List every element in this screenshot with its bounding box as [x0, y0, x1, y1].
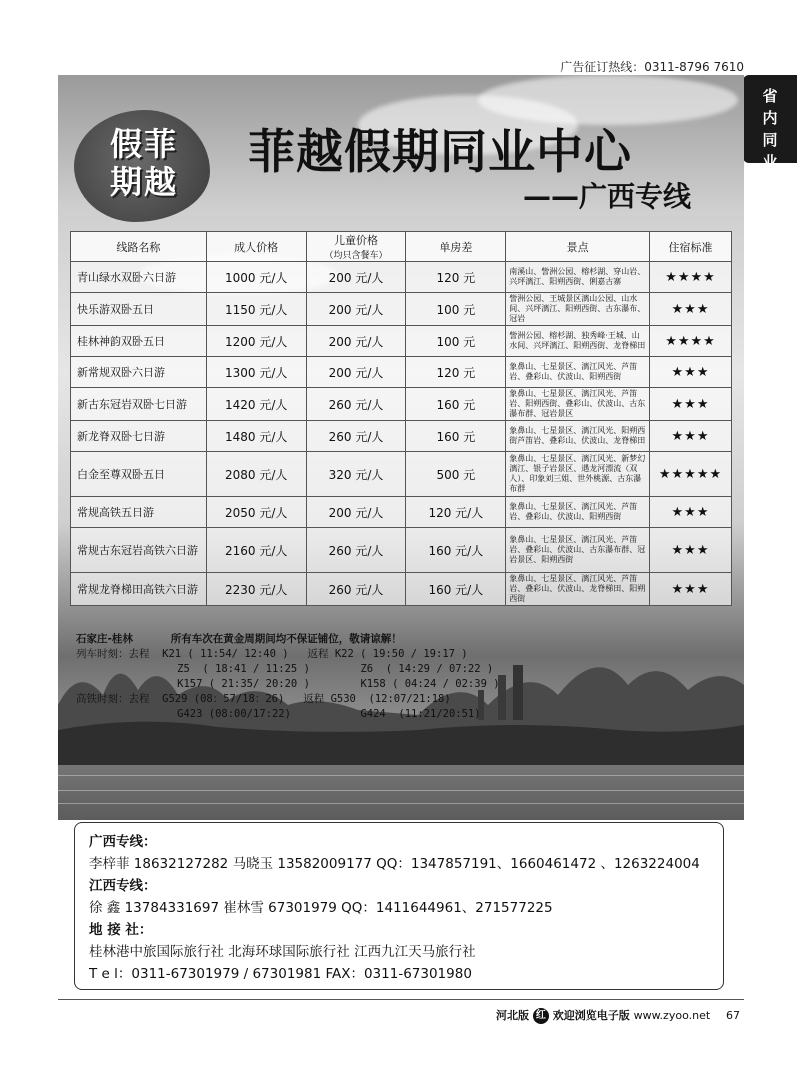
- child-price: 200 元/人: [306, 326, 406, 357]
- adult-price: 2050 元/人: [206, 497, 306, 528]
- scenic-spots: 象鼻山、七星景区、漓江风光、芦笛岩、叠彩山、伏波山、阳朔西街: [506, 357, 650, 388]
- route-name: 常规高铁五日游: [71, 497, 207, 528]
- schedule-line: K157 ( 21:35/ 20:20 ) K158 ( 04:24 / 02:39 ): [76, 678, 500, 690]
- schedule-line: 列车时刻：去程 K21 ( 11:54/ 12:40 ) 返程 K22 ( 19:50 / 19:17 ): [76, 648, 468, 660]
- table-row: [71, 388, 732, 421]
- single-supplement: 100 元: [406, 326, 506, 357]
- route-name: 新龙脊双卧七日游: [71, 421, 207, 452]
- scenic-spots: 象鼻山、七星景区、漓江风光、阳朔西街芦笛岩、叠彩山、伏波山、龙脊梯田: [506, 421, 650, 452]
- route-name: 青山绿水双卧六日游: [71, 262, 207, 293]
- scenic-spots: 象鼻山、七星景区、漓江风光、芦笛岩、叠彩山、伏波山、古东瀑布群、冠岩景区、阳朔西街: [506, 528, 650, 573]
- hero-panel: [58, 75, 744, 820]
- route-table: [70, 231, 732, 606]
- single-supplement: 160 元/人: [406, 528, 506, 573]
- page-subtitle: ——广西专线: [523, 180, 692, 213]
- single-supplement: 160 元/人: [406, 573, 506, 606]
- scenic-spots: 南溪山、訾洲公园、榕杉湖、穿山岩、兴坪漓江、阳朔西街、俐嘉古寨: [506, 262, 650, 293]
- hotel-stars: ★★★: [650, 357, 732, 388]
- scenic-spots: 象鼻山、七星景区、漓江风光、芦笛岩、叠彩山、伏波山、阳朔西街: [506, 497, 650, 528]
- agency-list: 桂林港中旅国际旅行社 北海环球国际旅行社 江西九江天马旅行社: [89, 944, 476, 960]
- adult-price: 1420 元/人: [206, 388, 306, 421]
- child-price: 260 元/人: [306, 573, 406, 606]
- hotel-stars: ★★★: [650, 497, 732, 528]
- single-supplement: 500 元: [406, 452, 506, 497]
- logo-text: 假菲 期越: [109, 125, 178, 201]
- single-supplement: 120 元: [406, 357, 506, 388]
- gx-label: 广西专线：: [89, 834, 157, 850]
- section-tab: [743, 75, 797, 171]
- section-tab-char: 同: [762, 131, 778, 149]
- single-supplement: 160 元: [406, 421, 506, 452]
- section-tab-char: 省: [762, 87, 778, 105]
- contact-box: [74, 822, 724, 990]
- child-price: 260 元/人: [306, 388, 406, 421]
- child-price: 260 元/人: [306, 421, 406, 452]
- single-supplement: 120 元/人: [406, 497, 506, 528]
- schedule-line: G423 (08:00/17:22) G424 (11:21/20:51): [76, 708, 481, 720]
- edition-label: 河北版: [496, 1009, 530, 1022]
- scenic-spots: 象鼻山、七星景区、漓江风光、新梦幻漓江、银子岩景区、遇龙河漂流（双人）、印象刘三姐、世外桃源、古东瀑布群: [506, 452, 650, 497]
- route-name: 快乐游双卧五日: [71, 293, 207, 326]
- adult-price: 2160 元/人: [206, 528, 306, 573]
- route-name: 桂林神韵双卧五日: [71, 326, 207, 357]
- col-single: 单房差: [406, 232, 506, 262]
- table-row: [71, 528, 732, 573]
- gx-contacts: 李梓菲 18632127282 马晓玉 13582009177 QQ：1347857191、1660461472 、1263224004: [89, 856, 700, 872]
- hotel-stars: ★★★: [650, 293, 732, 326]
- footer: [496, 1007, 740, 1024]
- child-price: 200 元/人: [306, 262, 406, 293]
- table-row: [71, 357, 732, 388]
- hotel-stars: ★★★: [650, 573, 732, 606]
- ad-hotline: 广告征订热线：0311-8796 7610: [560, 60, 744, 74]
- col-stars: 住宿标准: [650, 232, 732, 262]
- hotel-stars: ★★★★★: [650, 452, 732, 497]
- schedule-line: 高铁时刻：去程 G529 (08：57/18：26) 返程 G530 (12:07/21:18): [76, 693, 451, 705]
- table-row: [71, 262, 732, 293]
- adult-price: 1150 元/人: [206, 293, 306, 326]
- hotel-stars: ★★★: [650, 528, 732, 573]
- welcome-text: 欢迎浏览电子版: [552, 1009, 630, 1022]
- adult-price: 1300 元/人: [206, 357, 306, 388]
- table-header-row: [71, 232, 732, 262]
- single-supplement: 160 元: [406, 388, 506, 421]
- table-row: [71, 421, 732, 452]
- scenic-spots: 象鼻山、七星景区、漓江风光、芦笛岩、阳朔西街、叠彩山、伏波山、古东瀑布群、冠岩景区: [506, 388, 650, 421]
- single-supplement: 100 元: [406, 293, 506, 326]
- col-adult: 成人价格: [206, 232, 306, 262]
- adult-price: 2230 元/人: [206, 573, 306, 606]
- scenic-spots: 訾洲公园、王城景区漓山公园、山水间、兴坪漓江、阳朔西街、古东瀑布、冠岩: [506, 293, 650, 326]
- route-name: 白金至尊双卧五日: [71, 452, 207, 497]
- col-scenic: 景点: [506, 232, 650, 262]
- child-price: 320 元/人: [306, 452, 406, 497]
- route-name: 新古东冠岩双卧七日游: [71, 388, 207, 421]
- table-row: [71, 497, 732, 528]
- table-row: [71, 293, 732, 326]
- route-name: 常规古东冠岩高铁六日游: [71, 528, 207, 573]
- page-number: 67: [726, 1009, 740, 1022]
- jx-label: 江西专线：: [89, 878, 157, 894]
- route-name: 新常规双卧六日游: [71, 357, 207, 388]
- child-price: 200 元/人: [306, 497, 406, 528]
- schedule-line: Z5 ( 18:41 / 11:25 ) Z6 ( 14:29 / 07:22 ): [76, 663, 494, 675]
- hotel-stars: ★★★: [650, 388, 732, 421]
- table-row: [71, 452, 732, 497]
- site-link[interactable]: www.zyoo.net: [633, 1009, 711, 1022]
- col-route: 线路名称: [71, 232, 207, 262]
- child-price: 200 元/人: [306, 357, 406, 388]
- schedule-header: 石家庄-桂林 所有车次在黄金周期间均不保证铺位，敬请谅解！: [76, 633, 402, 645]
- footer-divider: [58, 999, 744, 1000]
- section-tab-char: 内: [762, 109, 778, 127]
- scenic-spots: 訾洲公园、榕杉湖、独秀峰·王城、山水间、兴坪漓江、阳朔西街、龙脊梯田: [506, 326, 650, 357]
- adult-price: 2080 元/人: [206, 452, 306, 497]
- section-tab-char: 业: [762, 153, 778, 171]
- table-row: [71, 326, 732, 357]
- adult-price: 1480 元/人: [206, 421, 306, 452]
- red-badge-icon: 红: [533, 1008, 549, 1024]
- child-price: 260 元/人: [306, 528, 406, 573]
- scenic-spots: 象鼻山、七星景区、漓江风光、芦笛岩、叠彩山、伏波山、龙脊梯田、阳朔西街: [506, 573, 650, 606]
- adult-price: 1000 元/人: [206, 262, 306, 293]
- adult-price: 1200 元/人: [206, 326, 306, 357]
- table-row: [71, 573, 732, 606]
- tel-fax: T e l：0311-67301979 / 67301981 FAX：0311-67301980: [89, 966, 472, 982]
- hotel-stars: ★★★: [650, 421, 732, 452]
- route-name: 常规龙脊梯田高铁六日游: [71, 573, 207, 606]
- jx-contacts: 徐 鑫 13784331697 崔林雪 67301979 QQ：1411644961、271577225: [89, 900, 553, 916]
- hotel-stars: ★★★★: [650, 262, 732, 293]
- hotel-stars: ★★★★: [650, 326, 732, 357]
- page-title: 菲越假期同业中心: [248, 125, 632, 180]
- child-price: 200 元/人: [306, 293, 406, 326]
- single-supplement: 120 元: [406, 262, 506, 293]
- col-child: 儿童价格 （均只含餐车）: [306, 232, 406, 262]
- train-schedule: [76, 632, 736, 722]
- agency-label: 地 接 社：: [89, 922, 153, 938]
